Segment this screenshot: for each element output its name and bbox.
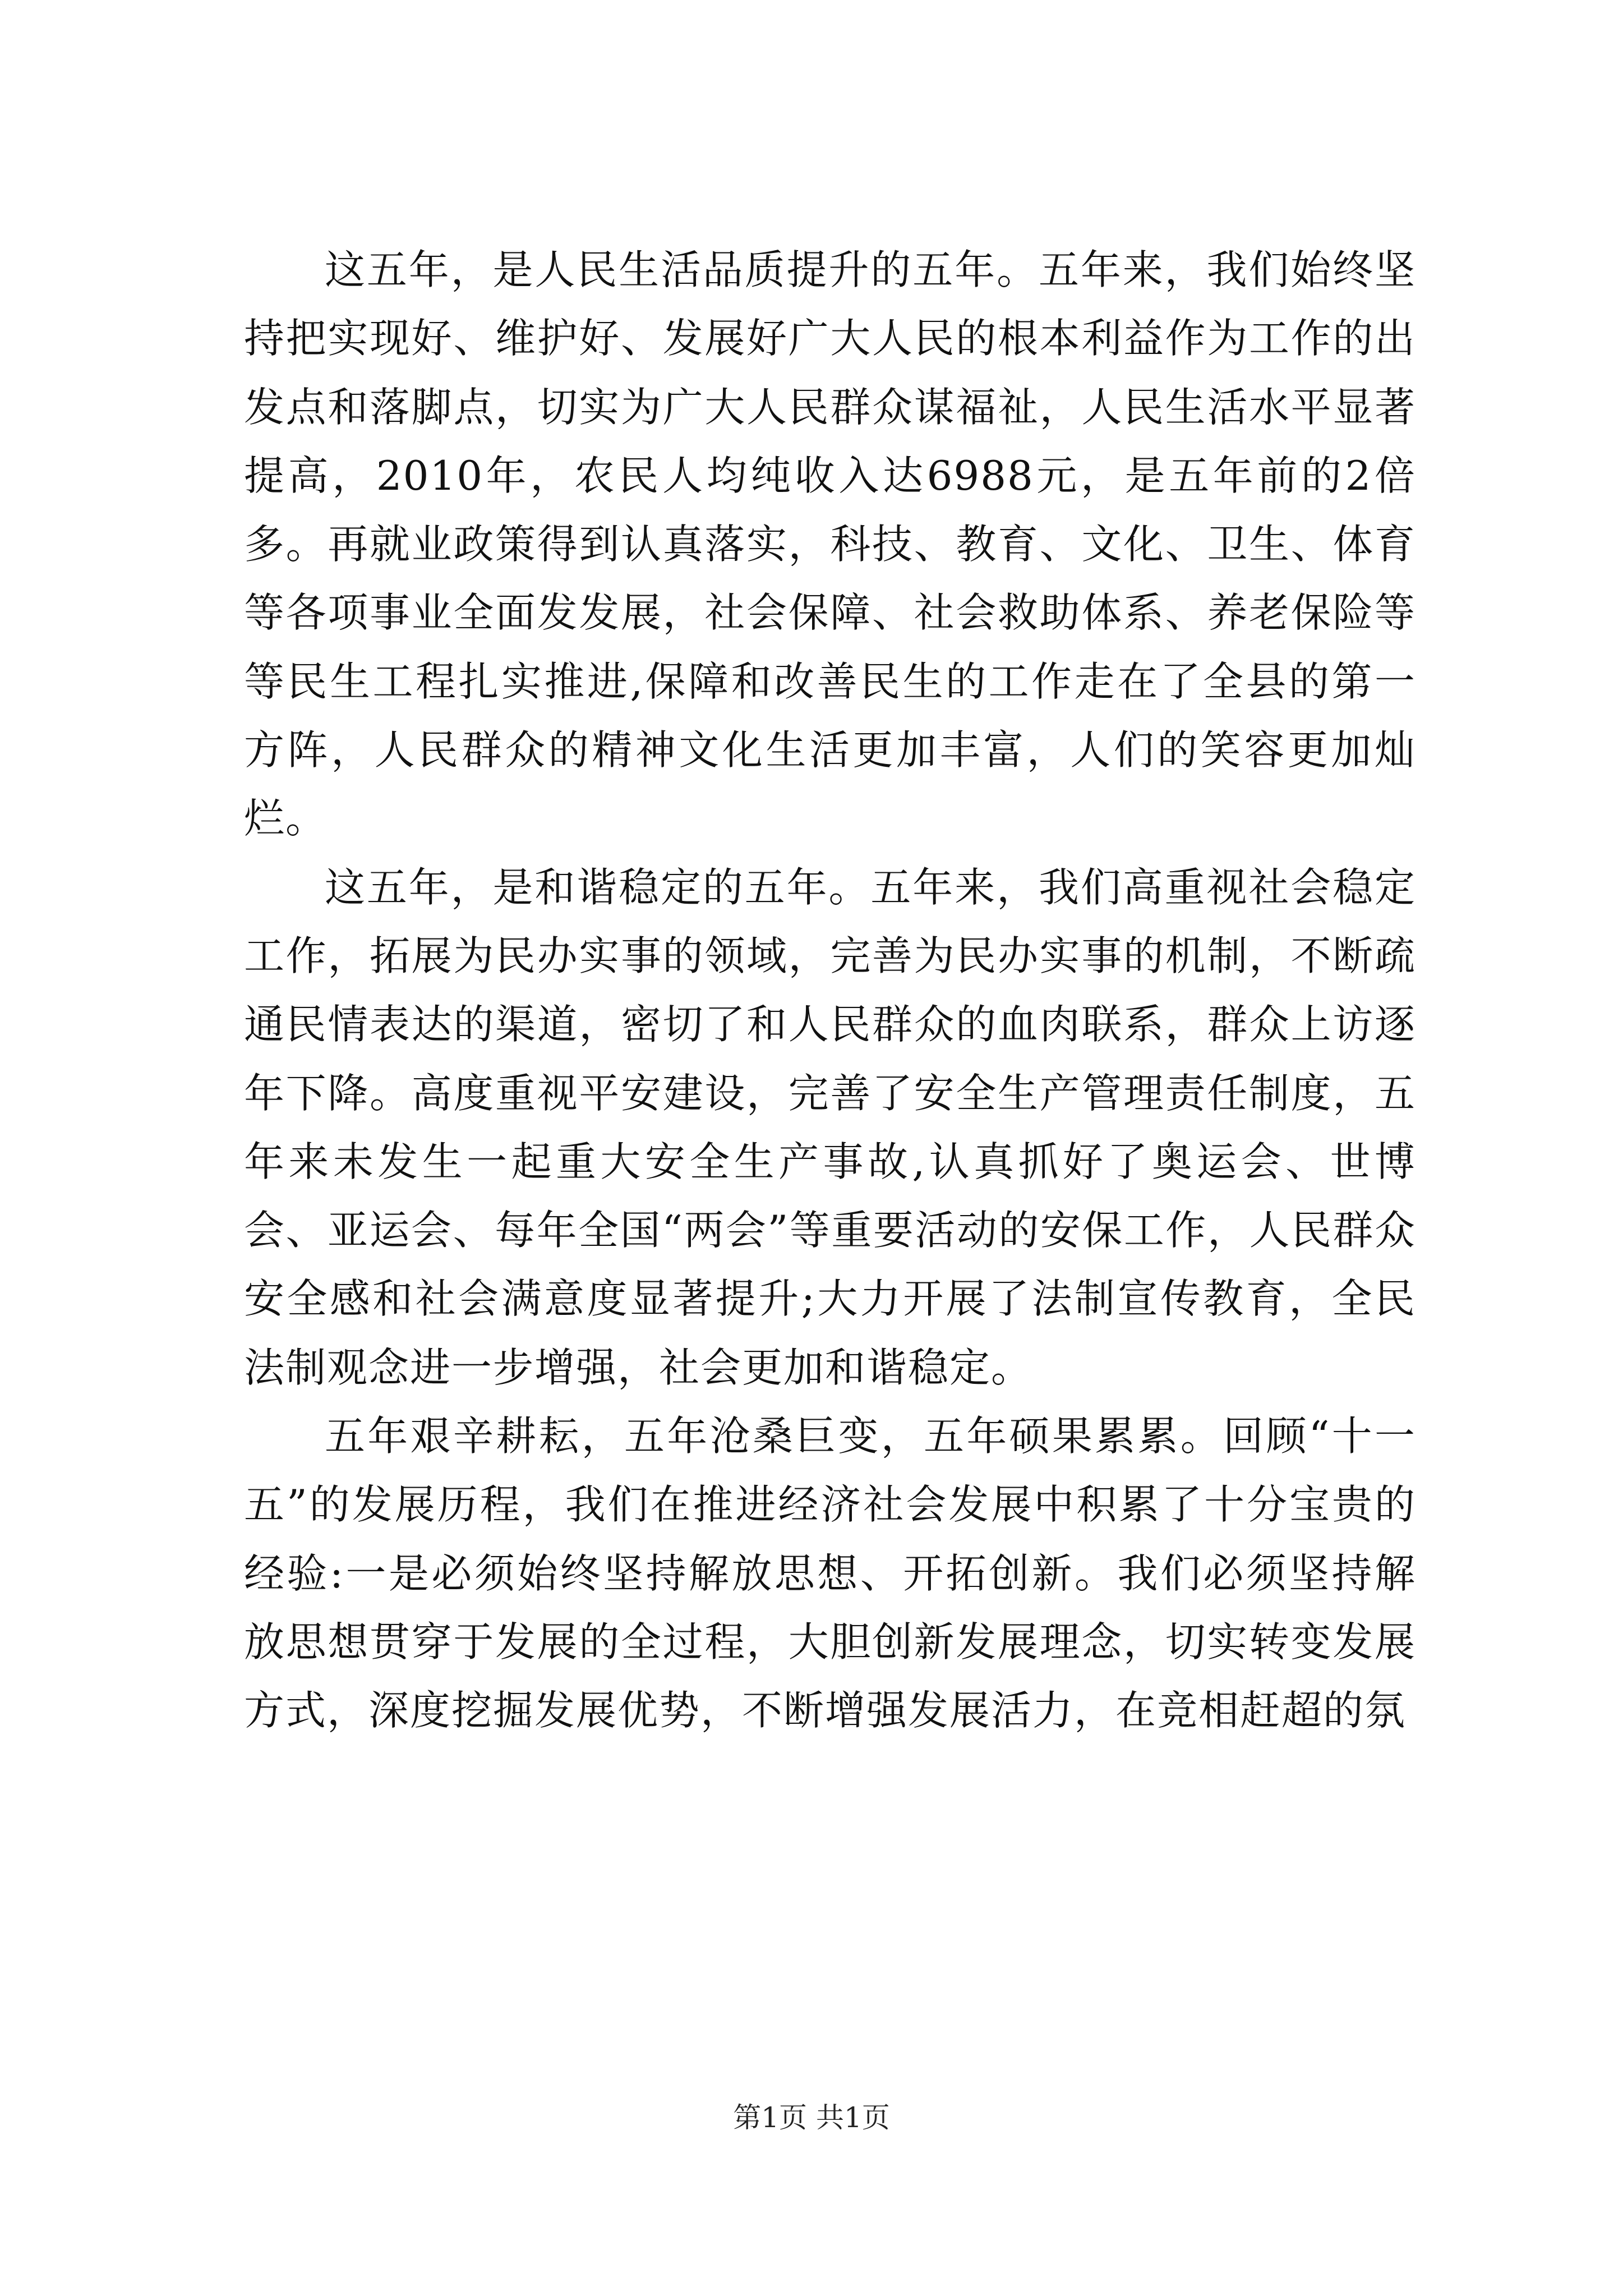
paragraph-experience: 五年艰辛耕耘，五年沧桑巨变，五年硕果累累。回顾“十一五”的发展历程，我们在推进经济社会发展中积累了十分宝贵的经验:一是必须始终坚持解放思想、开拓创新。我们必须坚持解放思想贯穿于发展的全过程，大胆创新发展理念，切实转变发展方式，深度挖掘发展优势，不断增强发展活力，在竞相赶超的氛 <box>244 1412 1416 1734</box>
paragraph-living-quality: 这五年，是人民生活品质提升的五年。五年来，我们始终坚持把实现好、维护好、发展好广大人民的根本利益作为工作的出发点和落脚点，切实为广大人民群众谋福祉，人民生活水平显著提高，2010年，农民人均纯收入达6988元，是五年前的2倍多。再就业政策得到认真落实，科技、教育、文化、卫生、体育等各项事业全面发发展，社会保障、社会救助体系、养老保险等等民生工程扎实推进,保障和改善民生的工作走在了全县的第一方阵，人民群众的精神文化生活更加丰富，人们的笑容更加灿烂。 <box>244 246 1416 843</box>
document-body <box>244 236 1416 1745</box>
paragraph-harmony-stability: 这五年，是和谐稳定的五年。五年来，我们高重视社会稳定工作，拓展为民办实事的领域，完善为民办实事的机制，不断疏通民情表达的渠道，密切了和人民群众的血肉联系，群众上访逐年下降。高度重视平安建设，完善了安全生产管理责任制度，五年来未发生一起重大安全生产事故,认真抓好了奥运会、世博会、亚运会、每年全国“两会”等重要活动的安保工作，人民群众安全感和社会满意度显著提升;大力开展了法制宣传教育，全民法制观念进一步增强，社会更加和谐稳定。 <box>244 863 1416 1391</box>
page-number-footer: 第1页 共1页 <box>733 2101 890 2134</box>
